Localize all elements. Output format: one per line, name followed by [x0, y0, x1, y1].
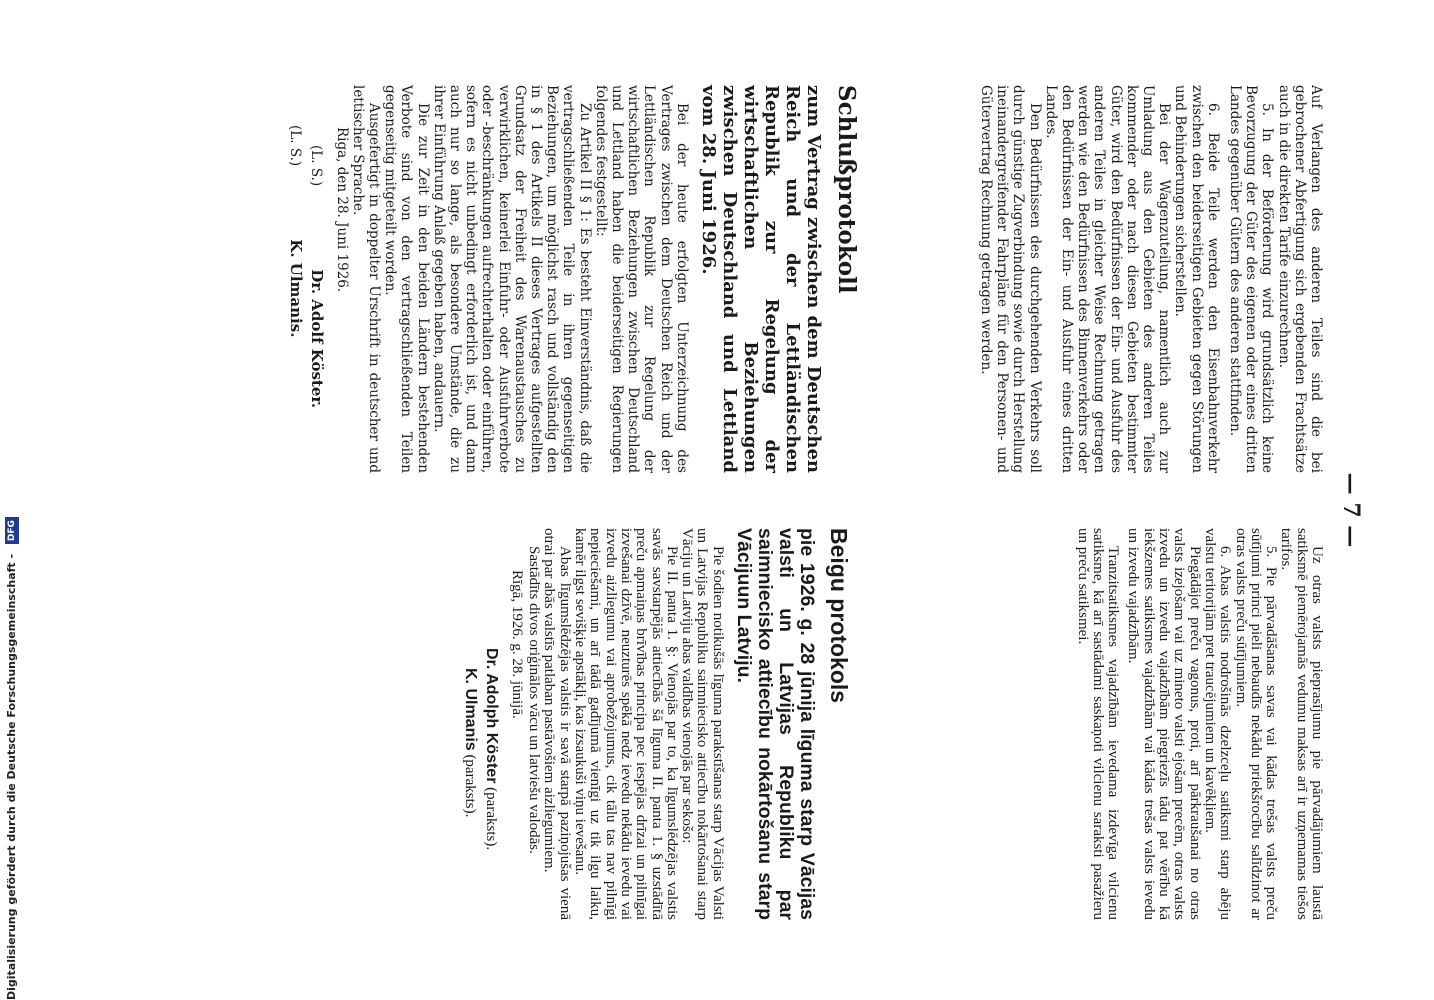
latvian-signature-row — [462, 528, 478, 920]
german-protocol-paragraph: Ausgefertigt in doppelter Urschrift in deutscher und lettischer Sprache. — [349, 85, 382, 473]
digitization-note: Digitalisierung gefördert durch die Deutsche Forschungsgemeinschaft - DFG — [3, 20, 21, 1000]
latvian-top-paragraph: Tranzitsatiksmes vajadzībām ievedama izdevīga vilcienu satiksme, kā arī sastādami saskaņoti vilcienu saraksti pasažieru un preču satiksmei. — [1074, 528, 1122, 920]
latvian-protocol-subtitle: pie 1926. g. 28 jūnija līguma starp Vācijas valsti un Latvijas Republiku par saimniecisko attiecību nokārtošanu starp Vācijuun Latviju. — [732, 528, 818, 920]
latvian-protocol-paragraph: Abas līgumslēdzējas valstis ir savā starpā paziņojušas vienā otrai par abās valstīs patlaban pastāvošiem aizliegumiem. — [541, 528, 573, 920]
german-protocol-subtitle: zum Vertrag zwischen dem Deutschen Reich und der Lettländischen Republik zur Regelung der wirtschaftlichen Beziehungen zwischen Deutschland und Lettland vom 28. Juni 1926. — [697, 85, 824, 473]
german-seal: (L. S.) — [308, 145, 325, 187]
latvian-signature-note: (paraksts). — [482, 787, 499, 851]
german-signatory: K. Ulmanis. — [287, 239, 306, 338]
german-protocol — [287, 85, 860, 473]
latvian-signature-row — [482, 528, 498, 920]
german-seal: (L. S.) — [287, 125, 304, 167]
latvian-top-paragraph: Piegādājot preču vagonus, proti, arī pārkraušanai no otras valsts izejošam vai uz mineto valsti ejošam precēm, otras valsts izvedu un izvedu vajadzībām piegriezīs tādu pat vērību kā iekšzemes satiksmes vajadzībām vai kādas trešas valsts ievedu un izvedu vajadzībām. — [1125, 528, 1203, 920]
german-top-section — [978, 85, 1324, 473]
latvian-protocol-paragraph: Sastādīts divos oriģinālos vācu un latviešu valodās. — [526, 546, 543, 854]
german-top-paragraph: Auf Verlangen des anderen Teiles sind die bei gebrochener Abfertigung sich ergebenden Frachtsätze auch in die direkten Tarife einzurechnen. — [1275, 85, 1324, 473]
latvian-protocol-paragraph: Pie šodien notikušās līguma parakstīšanas starp Vācijas Valsti un Latvijas Republiku saimniecisko attiecību nokārtošanai starp Vāciju un Latviju abas valdības vienojās par sekošo: — [679, 528, 726, 920]
digitization-note-text: Digitalisierung gefördert durch die Deutsche Forschungsgemeinschaft — [5, 562, 18, 1000]
latvian-signatory: K. Ulmanis — [462, 668, 480, 751]
latvian-protocol — [462, 528, 852, 920]
german-protocol-paragraph: Zu Artikel II § 1: Es besteht Einverständnis, daß die vertragschließenden Teile in ihren gegenseitigen Beziehungen, um möglichst rasch und vollständig den in § 1 des Artikels II dieses Vertrages aufgestellten Grundsatz der Freiheit des Warenaustausches zu verwirklichen, keinerlei Einfuhr- oder Ausfuhrverbote oder -beschränkungen aufrechterhalten oder einführen, sofern es nicht unbedingt erforderlich ist, und dann auch nur so lange, als besondere Umstände, die zu ihrer Einführung Anlaß gegeben haben, andauern. — [430, 85, 593, 473]
latvian-top-paragraph: Uz otras valsts pieprasījumu pie pārvadājumiem laustā satiksmē piemērojamās vedumu maksas arī ir uzņemamas tiešos tarifos. — [1278, 528, 1325, 920]
german-top-paragraph: 5. In der Beförderung wird grundsätzlich keine Bevorzugung der Güter des eigenen oder eines dritten Landes gegenüber Gütern des anderen stattfinden. — [1226, 85, 1276, 473]
german-signature-row — [287, 85, 304, 473]
german-top-paragraph: Den Bedürfnissen des durchgehenden Verkehrs soll durch günstige Zugverbindung sowie durch Herstellung ineinandergreifender Fahrpläne für den Personen- und Gütervertrag Rechnung getragen werden. — [977, 85, 1043, 473]
latvian-protocol-title: Beigu protokols — [826, 528, 852, 704]
german-protocol-place-date: Riga, den 28. Juni 1926. — [333, 127, 350, 293]
latvian-protocol-place-date: Rīgā, 1926. g. 28. jūnijā. — [508, 570, 525, 719]
german-top-paragraph: Bei der Wagenzuteilung, namentlich auch zur Umladung aus den Gebieten des anderen Teiles kommender oder nach diesen Gebieten bestimmter Güter, wird den Bedürfnissen der Ein- und Ausfuhr des anderen Teiles in gleicher Weise Rechnung getragen werden wie den Bedürfnissen des Binnenverkehrs oder den Bedürfnissen der Ein- und Ausfuhr eines dritten Landes. — [1042, 85, 1173, 473]
german-signature-row — [308, 85, 325, 473]
latvian-top-paragraph: 6. Abas valstis nodrošinās dzelzceļu satiksmi starp abēju valstu teritorijām pret traucējumiem un kavēkļiem. — [1201, 528, 1234, 920]
german-protocol-paragraph: Die zur Zeit in den beiden Ländern bestehenden Verbote sind von den vertragschließenden Teilen gegenseitig mitgeteilt worden. — [382, 85, 431, 473]
latvian-signatory: Dr. Adolph Köster — [482, 648, 500, 784]
dfg-logo: DFG — [5, 517, 19, 544]
page-number: — 7 — — [1338, 472, 1364, 548]
german-protocol-paragraph: Bei der heute erfolgten Unterzeichnung des Vertrages zwischen dem Deutschen Reich und der Lettländischen Republik zur Regelung der wirtschaftlichen Beziehungen zwischen Deutschland und Lettland haben die beiderseitigen Regierungen folgendes festgestellt: — [592, 85, 690, 473]
latvian-top-section — [1074, 528, 1324, 920]
german-protocol-title: Schlußprotokoll — [833, 85, 860, 294]
german-top-paragraph: 6. Beide Teile werden den Eisenbahnverkehr zwischen den beiderseitigen Gebieten gegen Störungen und Behinderungen sicherstellen. — [1172, 85, 1221, 473]
latvian-top-paragraph: 5. Pie pārvadāšanas savas vai kādas trešas valsts preču sūtījumi princi pieli nebaudīs nekādu priekšrocību salīdzinot ar otras valsts preču sūtījumiem. — [1232, 528, 1280, 920]
latvian-protocol-paragraph: Pie II. panta 1. §: Vienojās par to, ka līgumslēdzējas valstis savās savstarpējās attiecībās šā līguma II. panta 1. § uzstādītā preču apmaiņas brīvības principa pec iespējas drīzai un pilnīgai izvešanai dzīvē, neuzturēs spēkā nedz ievedu nekādu ievedu vai izvedu aizliegumu vai aprobežojumus, cik tālu tas nav pilnīgi nepieciešami, un arī tādā gadījumā vienīgi uz tik ilgu laiku, kamēr ilgst sevišķie apstākļi, kas izsaukuši viņu ievešanu. — [572, 528, 680, 920]
latvian-signature-note: (paraksts). — [462, 754, 479, 818]
german-signatory: Dr. Adolf Köster. — [308, 269, 327, 409]
